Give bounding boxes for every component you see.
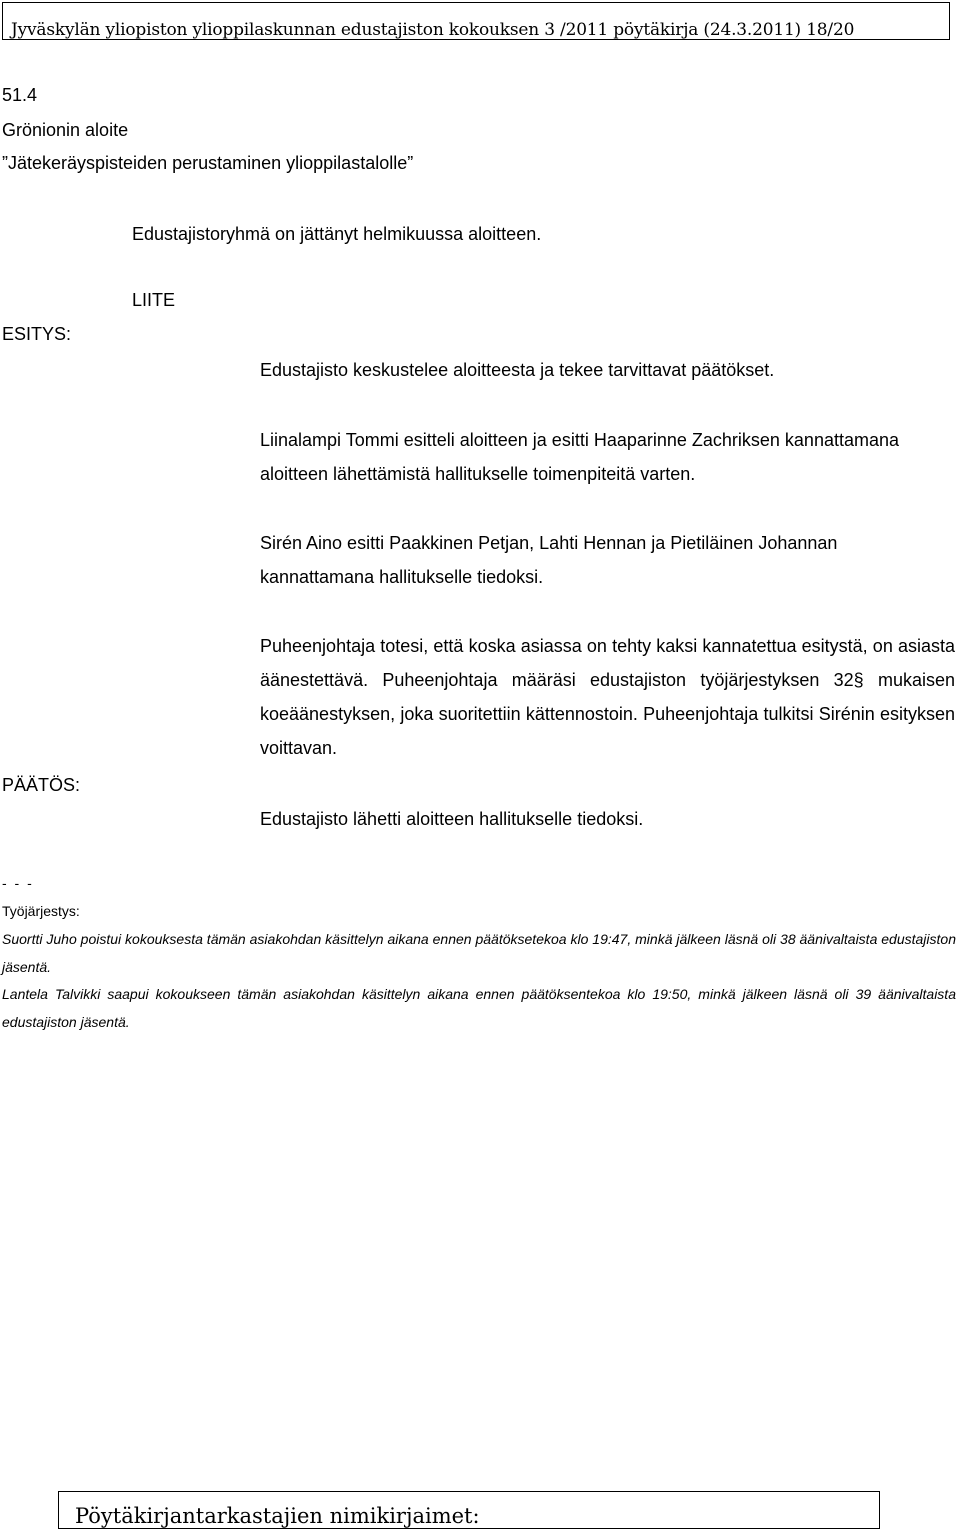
decision-label: PÄÄTÖS: [2, 775, 81, 795]
item-number: 51.4 [2, 85, 38, 105]
intro-text: Edustajistoryhmä on jättänyt helmikuussa aloitteen. [132, 224, 542, 244]
initials-label: Pöytäkirjantarkastajien nimikirjaimet: [75, 1504, 480, 1528]
agenda-note: Lantela Talvikki saapui kokoukseen tämän asiakohdan käsittelyn aikana ennen päätöksentekoa klo 19:50, minkä jälkeen läsnä oli 39 äänivaltaista edustajiston jäsentä. [2, 986, 956, 1030]
attachment-label: LIITE [132, 290, 176, 310]
item-title: ”Jätekeräyspisteiden perustaminen ylioppilastalolle” [2, 153, 414, 173]
separator: - - - [2, 875, 34, 891]
proposal-label: ESITYS: [2, 324, 72, 344]
proposal-text: Edustajisto keskustelee aloitteesta ja tekee tarvittavat päätökset. [260, 360, 775, 380]
page-header [2, 2, 950, 40]
decision-text: Edustajisto lähetti aloitteen hallitukselle tiedoksi. [260, 809, 644, 829]
discussion-paragraph: Liinalampi Tommi esitteli aloitteen ja esitti Haaparinne Zachriksen kannattamana aloitteen lähettämistä hallitukselle toimenpiteitä varten. [260, 430, 899, 484]
initials-box [58, 1491, 880, 1529]
header-text: Jyväskylän yliopiston ylioppilaskunnan edustajiston kokouksen 3 /2011 pöytäkirja (24.3.2011) 18/20 [11, 20, 855, 40]
agenda-note: Suortti Juho poistui kokouksesta tämän asiakohdan käsittelyn aikana ennen päätöksetekoa klo 19:47, minkä jälkeen läsnä oli 38 äänivaltaista edustajiston jäsentä. [2, 931, 956, 975]
discussion-paragraph: Puheenjohtaja totesi, että koska asiassa on tehty kaksi kannatettua esitystä, on asiasta äänestettävä. Puheenjohtaja määräsi edustajiston työjärjestyksen 32§ mukaisen koeäänestyksen, joka suoritettiin kättennostoin. Puheenjohtaja tulkitsi Sirénin esityksen voittavan. [260, 636, 955, 758]
discussion-paragraph: Sirén Aino esitti Paakkinen Petjan, Lahti Hennan ja Pietiläinen Johannan kannattamana hallitukselle tiedoksi. [260, 533, 838, 587]
initiator: Grönionin aloite [2, 120, 129, 140]
agenda-label: Työjärjestys: [2, 903, 80, 919]
